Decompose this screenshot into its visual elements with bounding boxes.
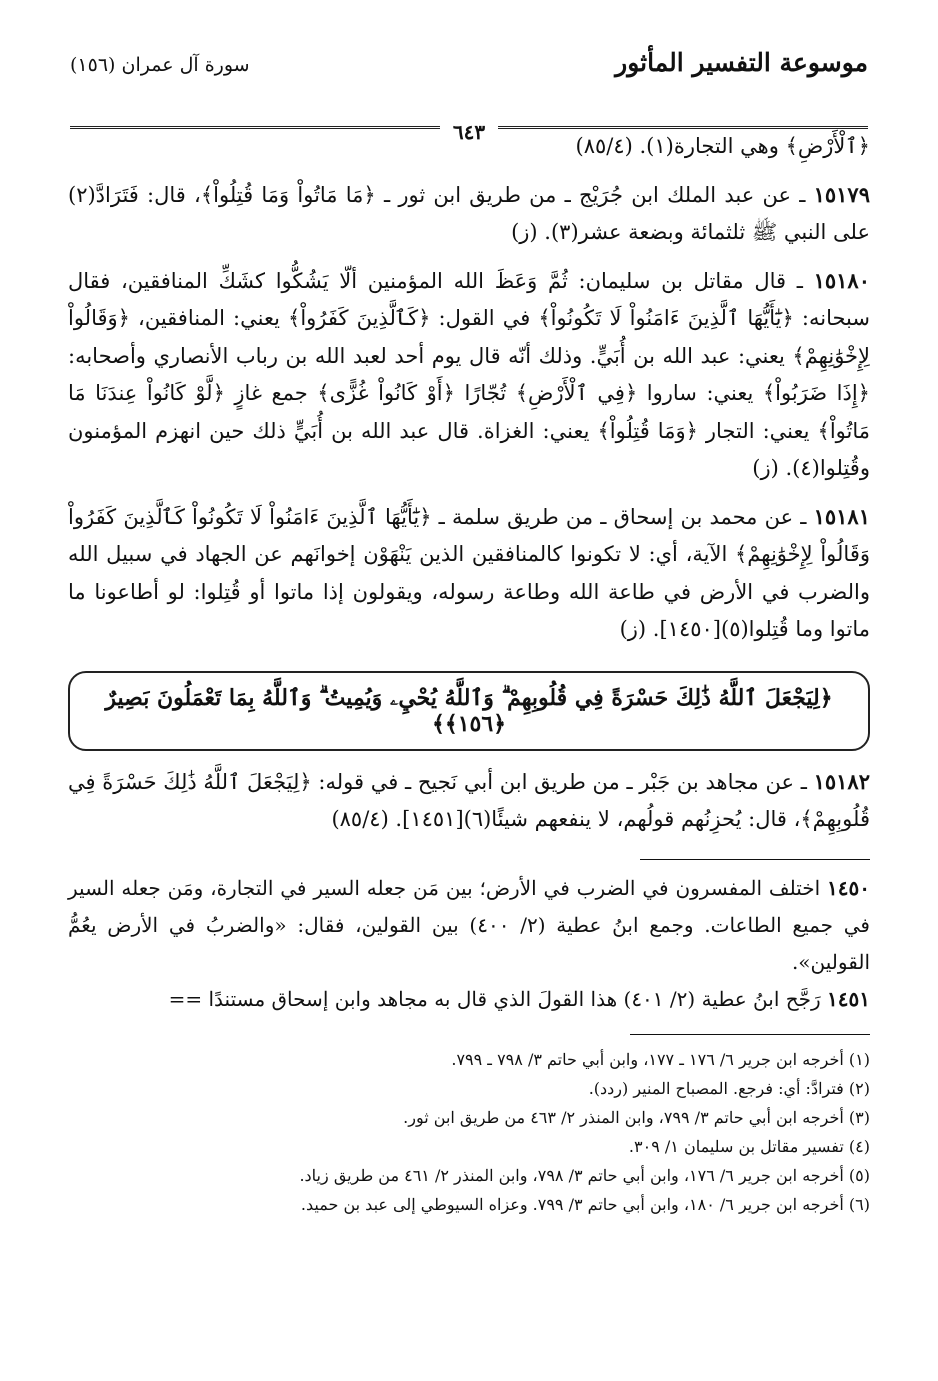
notes-separator [640,859,870,860]
narration-15179 [68,176,870,252]
note-text: اختلف المفسرون في الضرب في الأرض؛ بين مَن جعله السير في التجارة، ومَن جعله السير في جميع الطاعات. وجمع ابنُ عطية (٢/ ٤٠٠) بين القولين، فقال: «والضربُ في الأرض يعُمُّ القولين». [68,875,870,974]
footnotes [68,1045,870,1219]
page-header [70,48,868,144]
note-tag: ١٤٥٠ [827,875,870,900]
paragraph-text: ﴿ٱلْأَرْضِ﴾ وهي التجارة(١). (٨٥/٤) [575,134,870,158]
footnote: (٤) تفسير مقاتل بن سليمان ١/ ٣٠٩. [628,1136,870,1156]
footnote: (١) أخرجه ابن جرير ٦/ ١٧٦ ـ ١٧٧، وابن أبي حاتم ٣/ ٧٩٨ ـ ٧٩٩. [451,1049,870,1069]
note-item [68,981,870,1018]
page-body [68,128,870,1219]
footnote-separator [630,1034,870,1035]
footnote: (٥) أخرجه ابن جرير ٦/ ١٧٦، وابن أبي حاتم ٣/ ٧٩٨، وابن المنذر ٢/ ٤٦١ من طريق زياد. [299,1165,870,1185]
footnote: (٢) فترادَّ: أي: فرجع. المصباح المنير (ردد). [588,1078,870,1098]
narration-number: ١٥١٨١ [813,503,870,529]
page-number: ٦٤٣ [452,120,486,144]
footnote: (٦) أخرجه ابن جرير ٦/ ١٨٠، وابن أبي حاتم ٣/ ٧٩٩. وعزاه السيوطي إلى عبد بن حميد. [300,1194,870,1214]
narration-text: ـ قال مقاتل بن سليمان: ثُمَّ وَعَظَ الله المؤمنين ألّا يَشُكُّوا كشَكِّ المنافقين، فقال سبحانه: ﴿يَٰٓأَيُّهَا ٱلَّذِينَ ءَامَنُواْ لَا تَكُونُواْ﴾ في القول: ﴿كَٱلَّذِينَ كَفَرُواْ﴾ يعني: المنافقين، ﴿وَقَالُواْ لِإِخْوَٰنِهِمْ﴾ يعني: عبد الله بن أُبَيٍّ. وذلك أنّه قال يوم أحد لعبد الله بن رباب الأنصاري وأصحابه: ﴿إِذَا ضَرَبُواْ﴾ يعني: ساروا ﴿فِي ٱلْأَرْضِ﴾ تُجّارًا ﴿أَوْ كَانُواْ غُزًّى﴾ جمع غازٍ ﴿لَّوْ كَانُواْ عِندَنَا مَا مَاتُواْ﴾ يعني: التجار ﴿وَمَا قُتِلُواْ﴾ يعني: الغزاة. قال عبد الله بن أُبَيٍّ ذلك حين انهزم المؤمنون وقُتِلوا(٤). (ز) [68,268,870,480]
paragraph [68,128,870,166]
narration-15182 [68,763,870,839]
verse-box: ﴿لِيَجْعَلَ ٱللَّهُ ذَٰلِكَ حَسْرَةً فِي قُلُوبِهِمْ ۗ وَٱللَّهُ يُحْيِۦ وَيُمِيتُ ۗ وَٱللَّهُ بِمَا تَعْمَلُونَ بَصِيرٌ ﴿١٥٦﴾﴾ [68,671,870,751]
narration-text: ـ عن مجاهد بن جَبْر ـ من طريق ابن أبي نَجيح ـ في قوله: ﴿لِيَجْعَلَ ٱللَّهُ ذَٰلِكَ حَسْرَةً فِي قُلُوبِهِمْ﴾، قال: يُحزِنُهم قولُهم، لا ينفعهم شيئًا(٦)[١٤٥١]. (٨٥/٤) [68,769,870,831]
narration-15180 [68,262,870,488]
surah-title: سورة آل عمران (١٥٦) [70,54,250,76]
narration-15181 [68,498,870,649]
note-text: رَجَّح ابنُ عطية (٢/ ٤٠١) هذا القولَ الذي قال به مجاهد وابن إسحاق مستندًا == [168,986,821,1011]
note-tag: ١٤٥١ [827,986,870,1011]
editor-notes [68,870,870,1018]
narration-number: ١٥١٧٩ [813,181,870,207]
narration-number: ١٥١٨٠ [813,267,870,293]
narration-text: ـ عن محمد بن إسحاق ـ من طريق سلمة ـ ﴿يَٰٓأَيُّهَا ٱلَّذِينَ ءَامَنُواْ لَا تَكُونُواْ كَٱلَّذِينَ كَفَرُواْ وَقَالُواْ لِإِخْوَٰنِهِمْ﴾ الآية، أي: لا تكونوا كالمنافقين الذين يَنْهَوْن إخوانَهم عن الجهاد في سبيل الله والضرب في الأرض في طاعة الله وطاعة رسوله، ويقولون إذا ماتوا أو قُتِلوا: لو أطاعونا ما ماتوا وما قُتِلوا(٥)[١٤٥٠]. (ز) [68,504,870,641]
narration-text: ـ عن عبد الملك ابن جُرَيْج ـ من طريق ابن ثور ـ ﴿مَا مَاتُواْ وَمَا قُتِلُواْ﴾، قال: فَتَرَادَّ(٢) على النبي ﷺ ثلثمائة وبضعة عشر(٣). (ز) [68,182,870,244]
footnote: (٣) أخرجه ابن أبي حاتم ٣/ ٧٩٩، وابن المنذر ٢/ ٤٦٣ من طريق ابن ثور. [403,1107,870,1127]
narration-number: ١٥١٨٢ [813,768,870,794]
book-title: موسوعة التفسير المأثور [615,48,868,77]
note-item [68,870,870,981]
